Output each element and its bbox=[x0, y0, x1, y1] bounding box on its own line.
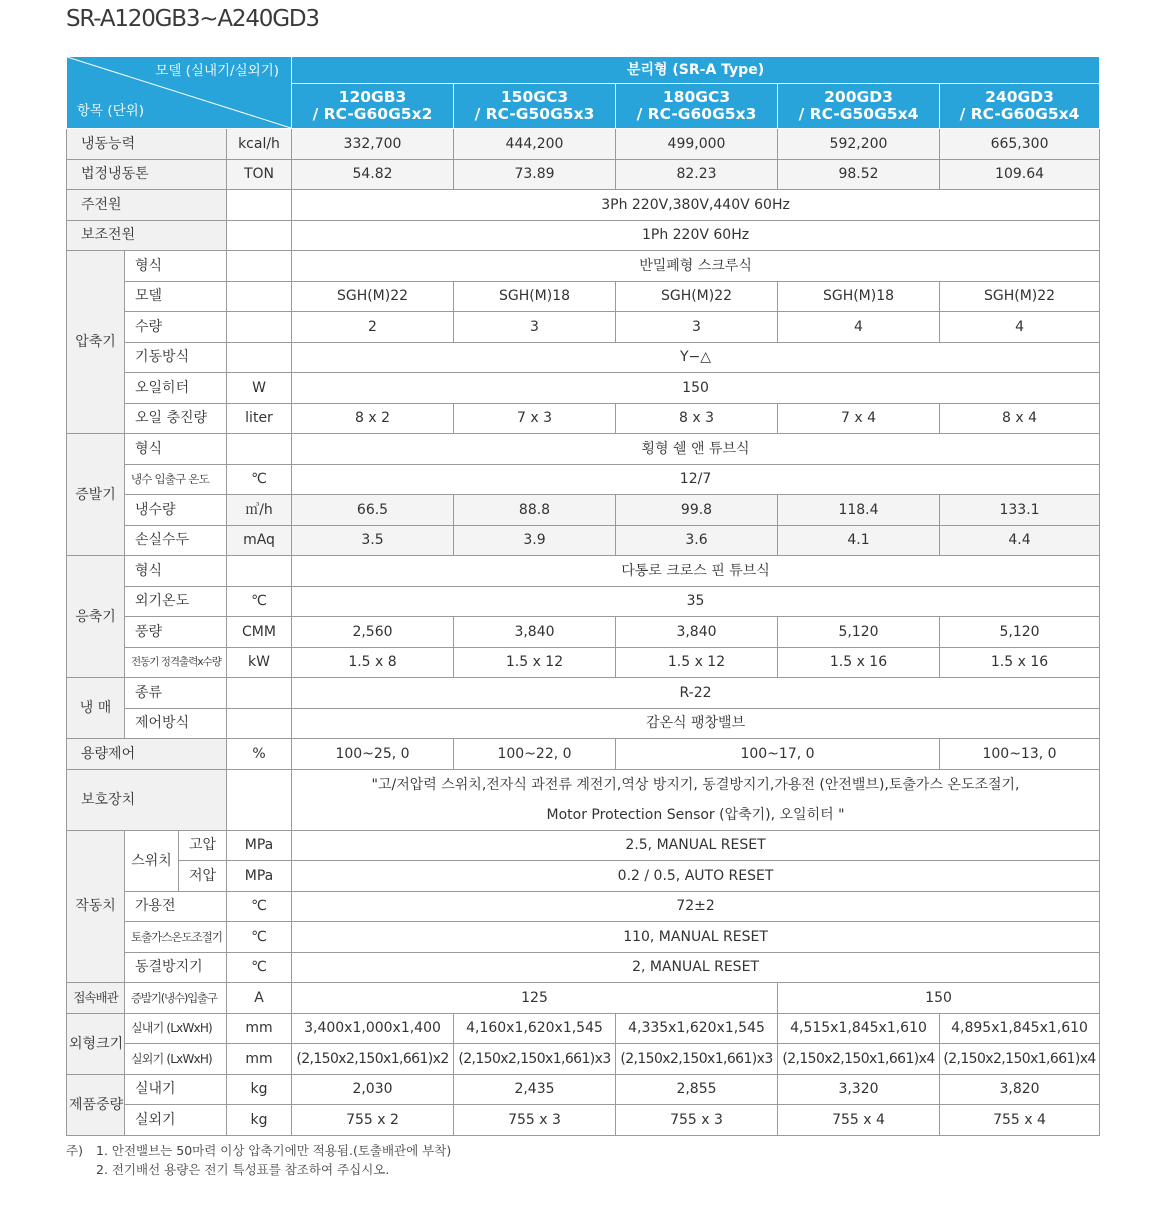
cell: 2 bbox=[292, 312, 454, 343]
cell: 98.52 bbox=[778, 159, 940, 190]
row-unit bbox=[227, 434, 292, 465]
row-unit: kg bbox=[227, 1105, 292, 1136]
row-label: 형식 bbox=[125, 556, 227, 587]
row-cond-motor bbox=[67, 647, 1100, 678]
group-label: 압축기 bbox=[67, 251, 125, 434]
cell: 592,200 bbox=[778, 129, 940, 160]
row-label: 실내기 bbox=[125, 1074, 227, 1105]
cell: 횡형 쉘 앤 튜브식 bbox=[292, 434, 1100, 465]
header-model-2: 150GC3 / RC-G50G5x3 bbox=[454, 84, 616, 129]
row-unit: ℃ bbox=[227, 922, 292, 953]
cell: 1.5 x 8 bbox=[292, 647, 454, 678]
row-capacity bbox=[67, 739, 1100, 770]
cell: 82.23 bbox=[616, 159, 778, 190]
cell: 3,400x1,000x1,400 bbox=[292, 1013, 454, 1044]
row-weight-outdoor bbox=[67, 1105, 1100, 1136]
switch-label: 스위치 bbox=[125, 830, 179, 891]
row-label: 냉동능력 bbox=[67, 129, 227, 160]
cell: 감온식 팽창밸브 bbox=[292, 708, 1100, 739]
cell: 755 x 4 bbox=[778, 1105, 940, 1136]
cell: 반밀폐형 스크루식 bbox=[292, 251, 1100, 282]
group-label: 응축기 bbox=[67, 556, 125, 678]
page-title: SR-A120GB3~A240GD3 bbox=[66, 6, 319, 32]
cell: SGH(M)18 bbox=[454, 281, 616, 312]
row-label: 제어방식 bbox=[125, 708, 227, 739]
row-unit bbox=[227, 342, 292, 373]
cell: 다통로 크로스 핀 튜브식 bbox=[292, 556, 1100, 587]
cell: 665,300 bbox=[940, 129, 1100, 160]
row-unit: mm bbox=[227, 1013, 292, 1044]
group-label: 증발기 bbox=[67, 434, 125, 556]
cell: 2.5, MANUAL RESET bbox=[292, 830, 1100, 861]
row-label: 냉수 입출구 온도 bbox=[125, 464, 227, 495]
row-label: 실외기 bbox=[125, 1105, 227, 1136]
cell: 54.82 bbox=[292, 159, 454, 190]
cell: 35 bbox=[292, 586, 1100, 617]
row-unit bbox=[227, 251, 292, 282]
row-label: 오일 충진량 bbox=[125, 403, 227, 434]
row-ref-kind bbox=[67, 678, 1100, 709]
cell: 72±2 bbox=[292, 891, 1100, 922]
footnote-mark: 주) bbox=[66, 1143, 83, 1158]
row-op-freeze bbox=[67, 952, 1100, 983]
row-label: 전동기 정격출력x수량 bbox=[125, 647, 227, 678]
row-label: 가용전 bbox=[125, 891, 227, 922]
row-label: 고압 bbox=[179, 830, 227, 861]
cell: 1.5 x 12 bbox=[454, 647, 616, 678]
row-ton bbox=[67, 159, 1100, 190]
cell: 125 bbox=[292, 983, 778, 1014]
row-evap-loss bbox=[67, 525, 1100, 556]
group-label: 접속배관 bbox=[67, 983, 125, 1014]
row-label: 법정냉동톤 bbox=[67, 159, 227, 190]
row-label: 저압 bbox=[179, 861, 227, 892]
cell: 2,435 bbox=[454, 1074, 616, 1105]
footnote-2: 2. 전기배선 용량은 전기 특성표를 참조하여 주십시오. bbox=[96, 1162, 390, 1177]
cell: 100~13, 0 bbox=[940, 739, 1100, 770]
cell: (2,150x2,150x1,661)x3 bbox=[616, 1044, 778, 1075]
cell: 110, MANUAL RESET bbox=[292, 922, 1100, 953]
cell: 2,560 bbox=[292, 617, 454, 648]
row-cond-temp bbox=[67, 586, 1100, 617]
cell: 8 x 2 bbox=[292, 403, 454, 434]
row-comp-type bbox=[67, 251, 1100, 282]
row-aux-power bbox=[67, 220, 1100, 251]
group-label: 외형크기 bbox=[67, 1013, 125, 1074]
row-unit: A bbox=[227, 983, 292, 1014]
cell: 12/7 bbox=[292, 464, 1100, 495]
row-ref-control bbox=[67, 708, 1100, 739]
cell: 150 bbox=[292, 373, 1100, 404]
cell: 5,120 bbox=[940, 617, 1100, 648]
row-comp-heater bbox=[67, 373, 1100, 404]
cell: 0.2 / 0.5, AUTO RESET bbox=[292, 861, 1100, 892]
cell: 499,000 bbox=[616, 129, 778, 160]
row-unit bbox=[227, 190, 292, 221]
row-unit: MPa bbox=[227, 830, 292, 861]
cell: 1.5 x 16 bbox=[778, 647, 940, 678]
cell: Y−△ bbox=[292, 342, 1100, 373]
row-evap-flow bbox=[67, 495, 1100, 526]
row-unit: kW bbox=[227, 647, 292, 678]
cell: 3.9 bbox=[454, 525, 616, 556]
header-model-label: 모델 (실내기/실외기) bbox=[155, 63, 279, 79]
cell: SGH(M)22 bbox=[292, 281, 454, 312]
row-label: 풍량 bbox=[125, 617, 227, 648]
header-model-5: 240GD3 / RC-G60G5x4 bbox=[940, 84, 1100, 129]
row-label: 모델 bbox=[125, 281, 227, 312]
row-comp-qty bbox=[67, 312, 1100, 343]
row-unit: TON bbox=[227, 159, 292, 190]
row-label: 손실수두 bbox=[125, 525, 227, 556]
row-main-power bbox=[67, 190, 1100, 221]
cell: 755 x 3 bbox=[616, 1105, 778, 1136]
cell: 4,335x1,620x1,545 bbox=[616, 1013, 778, 1044]
group-label: 제품중량 bbox=[67, 1074, 125, 1135]
row-protection bbox=[67, 769, 1100, 830]
row-label: 형식 bbox=[125, 434, 227, 465]
cell: 1.5 x 12 bbox=[616, 647, 778, 678]
group-label: 냉 매 bbox=[67, 678, 125, 739]
row-label: 주전원 bbox=[67, 190, 227, 221]
cell: 3.6 bbox=[616, 525, 778, 556]
row-dim-outdoor bbox=[67, 1044, 1100, 1075]
row-comp-oil bbox=[67, 403, 1100, 434]
cell: 1.5 x 16 bbox=[940, 647, 1100, 678]
cell: 7 x 4 bbox=[778, 403, 940, 434]
cell: 2,030 bbox=[292, 1074, 454, 1105]
row-unit: W bbox=[227, 373, 292, 404]
row-unit: % bbox=[227, 739, 292, 770]
cell: 5,120 bbox=[778, 617, 940, 648]
cell: 100~22, 0 bbox=[454, 739, 616, 770]
cell: 109.64 bbox=[940, 159, 1100, 190]
row-op-low bbox=[67, 861, 1100, 892]
row-label: 종류 bbox=[125, 678, 227, 709]
cell bbox=[292, 769, 1100, 830]
row-weight-indoor bbox=[67, 1074, 1100, 1105]
row-unit bbox=[227, 312, 292, 343]
cell: 150 bbox=[778, 983, 1100, 1014]
row-label: 형식 bbox=[125, 251, 227, 282]
row-cond-air bbox=[67, 617, 1100, 648]
cell: 3,320 bbox=[778, 1074, 940, 1105]
row-unit: ℃ bbox=[227, 952, 292, 983]
row-label: 냉수량 bbox=[125, 495, 227, 526]
cell: 73.89 bbox=[454, 159, 616, 190]
group-label: 작동치 bbox=[67, 830, 125, 983]
row-piping bbox=[67, 983, 1100, 1014]
row-unit bbox=[227, 556, 292, 587]
row-label: 실외기 (LxWxH) bbox=[125, 1044, 227, 1075]
header-model-4: 200GD3 / RC-G50G5x4 bbox=[778, 84, 940, 129]
cell: 4 bbox=[940, 312, 1100, 343]
cell: 3 bbox=[454, 312, 616, 343]
cell: 3,840 bbox=[454, 617, 616, 648]
row-unit: CMM bbox=[227, 617, 292, 648]
cell: 133.1 bbox=[940, 495, 1100, 526]
row-dim-indoor bbox=[67, 1013, 1100, 1044]
cell: (2,150x2,150x1,661)x4 bbox=[778, 1044, 940, 1075]
row-unit: ℃ bbox=[227, 586, 292, 617]
header-type: 분리형 (SR-A Type) bbox=[292, 57, 1100, 84]
footnotes bbox=[66, 1141, 451, 1179]
row-unit: ℃ bbox=[227, 464, 292, 495]
header-model-1: 120GB3 / RC-G60G5x2 bbox=[292, 84, 454, 129]
cell: 3,820 bbox=[940, 1074, 1100, 1105]
spec-table bbox=[66, 56, 1100, 1136]
row-label: 보호장치 bbox=[67, 769, 227, 830]
cell: 4,515x1,845x1,610 bbox=[778, 1013, 940, 1044]
row-evap-type bbox=[67, 434, 1100, 465]
cell: (2,150x2,150x1,661)x4 bbox=[940, 1044, 1100, 1075]
cell: 755 x 3 bbox=[454, 1105, 616, 1136]
cell: 444,200 bbox=[454, 129, 616, 160]
row-op-discharge bbox=[67, 922, 1100, 953]
row-op-high bbox=[67, 830, 1100, 861]
cell: 3.5 bbox=[292, 525, 454, 556]
cell: 332,700 bbox=[292, 129, 454, 160]
cell: 100~17, 0 bbox=[616, 739, 940, 770]
cell: 2, MANUAL RESET bbox=[292, 952, 1100, 983]
cell: 2,855 bbox=[616, 1074, 778, 1105]
row-label: 보조전원 bbox=[67, 220, 227, 251]
row-unit: mAq bbox=[227, 525, 292, 556]
cell: 3,840 bbox=[616, 617, 778, 648]
cell: 118.4 bbox=[778, 495, 940, 526]
row-comp-start bbox=[67, 342, 1100, 373]
row-unit: liter bbox=[227, 403, 292, 434]
row-unit: mm bbox=[227, 1044, 292, 1075]
cell: 66.5 bbox=[292, 495, 454, 526]
cell: (2,150x2,150x1,661)x3 bbox=[454, 1044, 616, 1075]
cell: 755 x 4 bbox=[940, 1105, 1100, 1136]
header-row-1 bbox=[67, 57, 1100, 84]
row-unit bbox=[227, 708, 292, 739]
cell: 4.1 bbox=[778, 525, 940, 556]
row-cond-type bbox=[67, 556, 1100, 587]
cell: R-22 bbox=[292, 678, 1100, 709]
row-evap-temp bbox=[67, 464, 1100, 495]
row-label: 동결방지기 bbox=[125, 952, 227, 983]
cell: 4.4 bbox=[940, 525, 1100, 556]
cell: 8 x 3 bbox=[616, 403, 778, 434]
row-unit: ℃ bbox=[227, 891, 292, 922]
footnote-1: 주) 1. 안전밸브는 50마력 이상 압축기에만 적용됨.(토출배관에 부착) bbox=[66, 1143, 452, 1158]
row-label: 증발기(냉수)입출구 bbox=[125, 983, 227, 1014]
cell: 100~25, 0 bbox=[292, 739, 454, 770]
row-label: 용량제어 bbox=[67, 739, 227, 770]
header-corner bbox=[67, 57, 292, 129]
cell: SGH(M)22 bbox=[940, 281, 1100, 312]
cell: 755 x 2 bbox=[292, 1105, 454, 1136]
cell: SGH(M)22 bbox=[616, 281, 778, 312]
header-model-3: 180GC3 / RC-G60G5x3 bbox=[616, 84, 778, 129]
cell: 8 x 4 bbox=[940, 403, 1100, 434]
cell: 4,895x1,845x1,610 bbox=[940, 1013, 1100, 1044]
row-unit: kcal/h bbox=[227, 129, 292, 160]
row-unit bbox=[227, 769, 292, 830]
protection-line-1: "고/저압력 스위치,전자식 과전류 계전기,역상 방지기, 동결방지기,가용전 (안전밸브),토출가스 온도조절기, bbox=[371, 776, 1020, 793]
cell: 99.8 bbox=[616, 495, 778, 526]
cell: 3 bbox=[616, 312, 778, 343]
row-unit: MPa bbox=[227, 861, 292, 892]
row-unit: ㎥/h bbox=[227, 495, 292, 526]
row-op-plug bbox=[67, 891, 1100, 922]
cell: 4 bbox=[778, 312, 940, 343]
cell: 3Ph 220V,380V,440V 60Hz bbox=[292, 190, 1100, 221]
row-label: 수량 bbox=[125, 312, 227, 343]
cell: SGH(M)18 bbox=[778, 281, 940, 312]
row-comp-model bbox=[67, 281, 1100, 312]
row-unit: kg bbox=[227, 1074, 292, 1105]
row-unit bbox=[227, 678, 292, 709]
row-label: 오일히터 bbox=[125, 373, 227, 404]
cell: 7 x 3 bbox=[454, 403, 616, 434]
row-label: 실내기 (LxWxH) bbox=[125, 1013, 227, 1044]
cell: 4,160x1,620x1,545 bbox=[454, 1013, 616, 1044]
row-unit bbox=[227, 281, 292, 312]
row-label: 토출가스온도조절기 bbox=[125, 922, 227, 953]
cell: 88.8 bbox=[454, 495, 616, 526]
cell: 1Ph 220V 60Hz bbox=[292, 220, 1100, 251]
protection-line-2: Motor Protection Sensor (압축기), 오일히터 " bbox=[546, 806, 845, 823]
header-item-label: 항목 (단위) bbox=[77, 103, 144, 119]
cell: (2,150x2,150x1,661)x2 bbox=[292, 1044, 454, 1075]
row-unit bbox=[227, 220, 292, 251]
row-label: 기동방식 bbox=[125, 342, 227, 373]
row-cooling bbox=[67, 129, 1100, 160]
row-label: 외기온도 bbox=[125, 586, 227, 617]
